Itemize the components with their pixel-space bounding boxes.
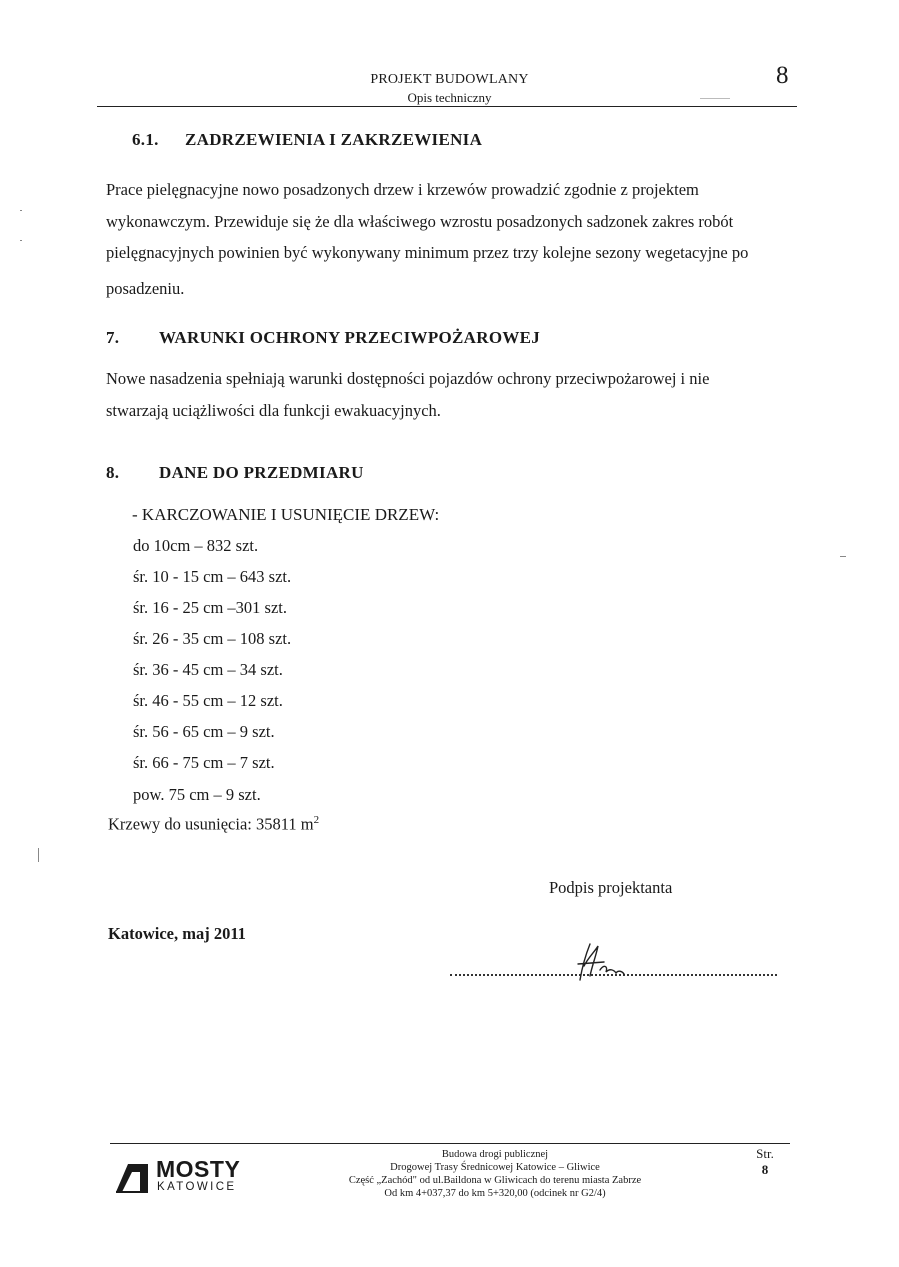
list-item: śr. 36 - 45 cm – 34 szt. (133, 660, 283, 679)
bridge-logo-icon (114, 1160, 150, 1194)
section-heading-7 (106, 328, 540, 348)
footer-page-label: Str. (756, 1146, 774, 1161)
footer-line: Budowa drogi publicznej (441, 1149, 549, 1160)
scan-mark (20, 210, 22, 211)
footer-page (750, 1146, 780, 1178)
list-item: śr. 46 - 55 cm – 12 szt. (133, 691, 283, 710)
list-item: do 10cm – 832 szt. (133, 536, 259, 555)
paragraph-line: stwarzają uciążliwości dla funkcji ewakuacyjnych. (106, 401, 441, 420)
shrubs-label: Krzewy do usunięcia: 35811 m (108, 814, 314, 834)
section-number: 8. (106, 463, 120, 482)
scan-mark (20, 240, 22, 241)
section-title: WARUNKI OCHRONY PRZECIWPOŻAROWEJ (159, 328, 541, 347)
header-rule (97, 106, 797, 107)
list-item: śr. 66 - 75 cm – 7 szt. (133, 753, 275, 772)
paragraph-line: wykonawczym. Przewiduje się że dla właściwego wzrostu posadzonych sadzonek zakres robót (106, 212, 734, 231)
section-heading-6-1 (132, 130, 482, 150)
place-date: Katowice, maj 2011 (108, 924, 246, 943)
header-page-number: 8 (776, 62, 789, 89)
paragraph-line: posadzeniu. (106, 279, 185, 298)
footer-line: Część „Zachód" od ul.Baildona w Gliwicach do terenu miasta Zabrze (348, 1175, 642, 1186)
list-item: pow. 75 cm – 9 szt. (133, 785, 261, 804)
signature-label: Podpis projektanta (549, 878, 673, 897)
footer-line: Od km 4+037,37 do km 5+320,00 (odcinek nr G2/4) (384, 1188, 606, 1199)
section-number: 7. (106, 328, 120, 347)
footer-line: Drogowej Trasy Średnicowej Katowice – Gliwice (390, 1162, 600, 1173)
logo-name: MOSTY (156, 1156, 241, 1182)
document-title: PROJEKT BUDOWLANY (370, 72, 529, 87)
scan-mark (38, 848, 39, 862)
list-item: śr. 16 - 25 cm –301 szt. (133, 598, 287, 617)
scan-mark (700, 98, 730, 99)
scan-mark (840, 556, 846, 557)
unit-exponent: 2 (313, 814, 320, 826)
logo-city: KATOWICE (157, 1181, 237, 1193)
footer-page-number: 8 (761, 1162, 769, 1177)
list-item: śr. 10 - 15 cm – 643 szt. (133, 567, 292, 586)
list-item: śr. 56 - 65 cm – 9 szt. (133, 722, 275, 741)
document-subtitle: Opis techniczny (407, 90, 492, 105)
quantities-heading: - KARCZOWANIE I USUNIĘCIE DRZEW: (132, 505, 440, 524)
section-heading-8 (106, 463, 364, 483)
paragraph-line: Prace pielęgnacyjne nowo posadzonych drzew i krzewów prowadzić zgodnie z projektem (106, 180, 699, 199)
paragraph-line: pielęgnacyjnych powinien być wykonywany minimum przez trzy kolejne sezony wegetacyjne po (106, 243, 749, 262)
paragraph-line: Nowe nasadzenia spełniają warunki dostępności pojazdów ochrony przeciwpożarowej i nie (106, 369, 710, 388)
list-item: śr. 26 - 35 cm – 108 szt. (133, 629, 292, 648)
signature-scrawl-icon (566, 940, 636, 985)
footer-rule (110, 1143, 790, 1144)
section-number: 6.1. (132, 130, 159, 149)
section-title: DANE DO PRZEDMIARU (159, 463, 364, 482)
footer-project-info (300, 1148, 690, 1200)
section-title: ZADRZEWIENIA I ZAKRZEWIENIA (185, 130, 483, 149)
mosty-logo (114, 1157, 254, 1197)
shrubs-to-remove (108, 814, 319, 835)
